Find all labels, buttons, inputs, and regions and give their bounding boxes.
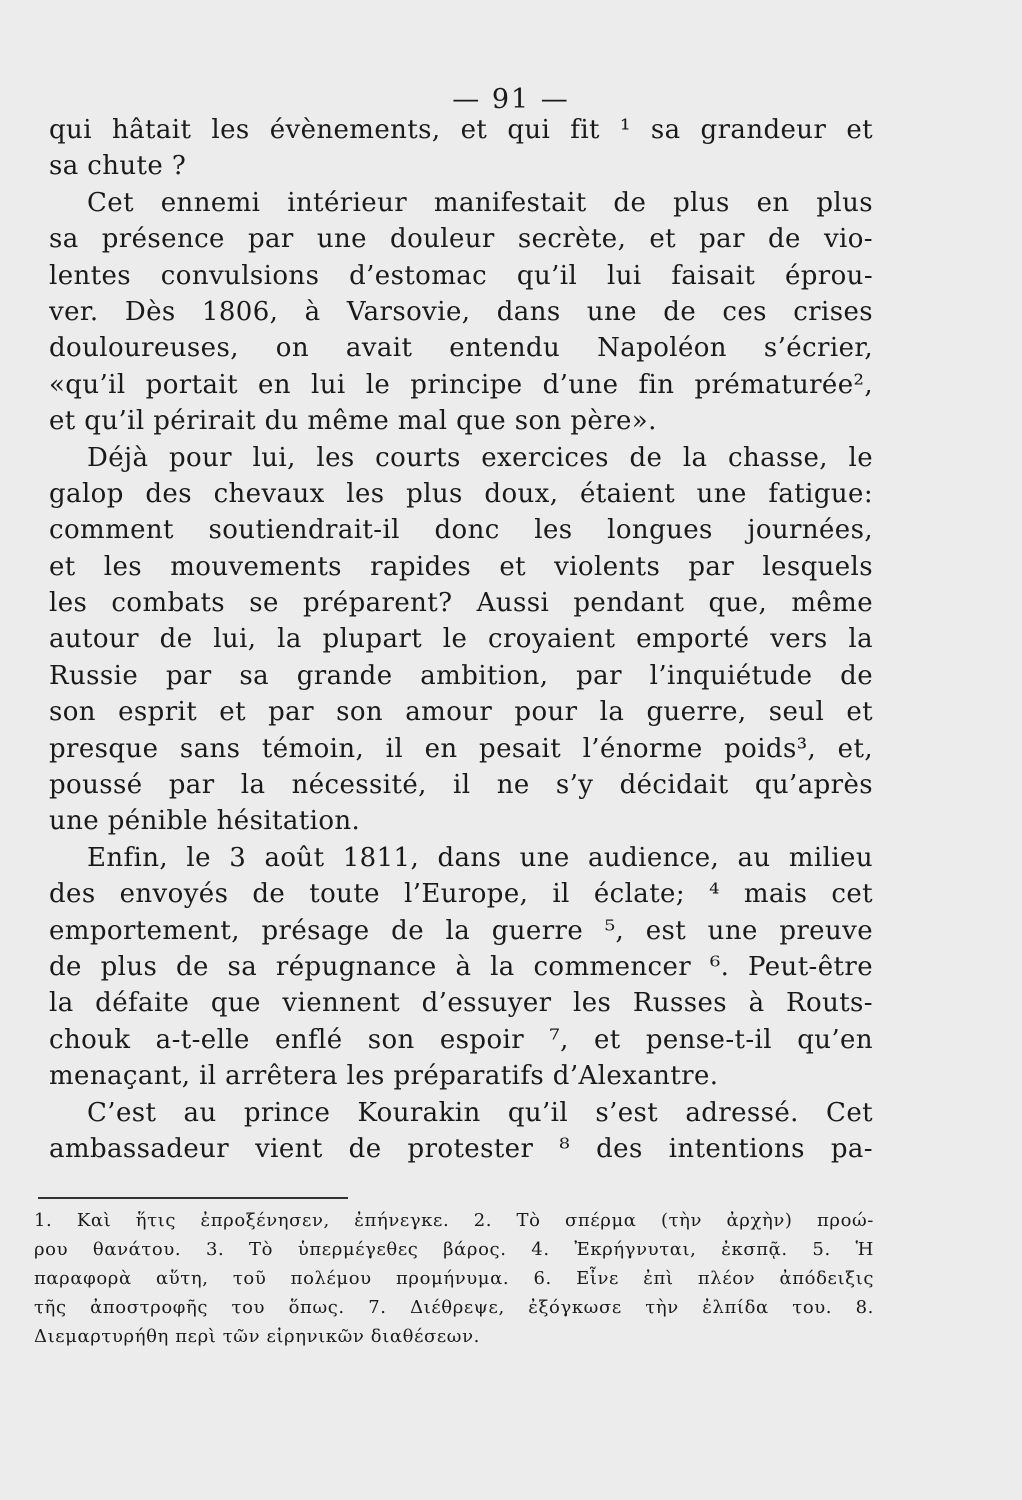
body-line: ambassadeur vient de protester ⁸ des intentions pa- bbox=[49, 1133, 873, 1164]
footnotes bbox=[34, 1206, 874, 1351]
body-line: de plus de sa répugnance à la commencer ⁶. Peut-être bbox=[49, 951, 873, 982]
body-line: les combats se préparent? Aussi pendant que, même bbox=[49, 588, 873, 619]
footnote-line: παραφορὰ αὕτη, τοῦ πολέμου προμήνυμα. 6. Εἶνε ἐπὶ πλέον ἀπόδειξις bbox=[34, 1268, 874, 1289]
body-line: chouk a-t-elle enflé son espoir ⁷, et pense-t-il qu’en bbox=[49, 1024, 873, 1055]
body-line: la défaite que viennent d’essuyer les Russes à Routs- bbox=[49, 988, 873, 1019]
body-line: Russie par sa grande ambition, par l’inquiétude de bbox=[49, 660, 873, 691]
body-line: douloureuses, on avait entendu Napoléon s’écrier, bbox=[49, 333, 873, 364]
footnote-line: ρου θανάτου. 3. Τὸ ὑπερμέγεθες βάρος. 4. Ἐκρήγνυται, ἐκσπᾷ. 5. Ἡ bbox=[34, 1239, 874, 1260]
body-line: menaçant, il arrêtera les préparatifs d’Alexantre. bbox=[49, 1061, 719, 1092]
footnote-divider bbox=[38, 1197, 348, 1199]
page-number: — 91 — bbox=[452, 84, 570, 115]
footnote-line: 1. Καὶ ἥτις ἐπροξένησεν, ἐπήνεγκε. 2. Τὸ σπέρμα (τὴν ἀρχὴν) προώ- bbox=[34, 1210, 874, 1231]
body-line: Déjà pour lui, les courts exercices de la chasse, le bbox=[87, 442, 873, 473]
body-line: poussé par la nécessité, il ne s’y décidait qu’après bbox=[49, 770, 873, 801]
body-line: une pénible hésitation. bbox=[49, 806, 361, 837]
body-line: presque sans témoin, il en pesait l’énorme poids³, et, bbox=[49, 733, 873, 764]
body-text bbox=[49, 112, 873, 1167]
body-line: emportement, présage de la guerre ⁵, est une preuve bbox=[49, 915, 873, 946]
body-line: ver. Dès 1806, à Varsovie, dans une de ces crises bbox=[49, 296, 873, 327]
body-line: sa chute ? bbox=[49, 151, 187, 182]
body-line: et les mouvements rapides et violents par lesquels bbox=[49, 551, 873, 582]
body-line: galop des chevaux les plus doux, étaient une fatigue: bbox=[49, 478, 873, 509]
body-line: des envoyés de toute l’Europe, il éclate; ⁴ mais cet bbox=[49, 879, 873, 910]
body-line: Cet ennemi intérieur manifestait de plus en plus bbox=[87, 187, 873, 218]
body-line: autour de lui, la plupart le croyaient emporté vers la bbox=[49, 624, 873, 655]
body-line: sa présence par une douleur secrète, et par de vio- bbox=[49, 224, 873, 255]
body-line: comment soutiendrait-il donc les longues journées, bbox=[49, 515, 873, 546]
body-line: C’est au prince Kourakin qu’il s’est adressé. Cet bbox=[87, 1097, 873, 1128]
footnote-line: τῆς ἀποστροφῆς του ὅπως. 7. Διέθρεψε, ἐξόγκωσε τὴν ἐλπίδα του. 8. bbox=[34, 1297, 874, 1318]
body-line: qui hâtait les évènements, et qui fit ¹ sa grandeur et bbox=[49, 115, 873, 145]
body-line: et qu’il périrait du même mal que son père». bbox=[49, 406, 657, 437]
footnote-line: Διεμαρτυρήθη περὶ τῶν εἰρηνικῶν διαθέσεων. bbox=[34, 1326, 480, 1347]
body-line: Enfin, le 3 août 1811, dans une audience, au milieu bbox=[87, 842, 873, 873]
body-line: «qu’il portait en lui le principe d’une fin prématurée², bbox=[49, 369, 873, 400]
body-line: son esprit et par son amour pour la guerre, seul et bbox=[49, 697, 873, 728]
body-line: lentes convulsions d’estomac qu’il lui faisait éprou- bbox=[49, 260, 873, 291]
